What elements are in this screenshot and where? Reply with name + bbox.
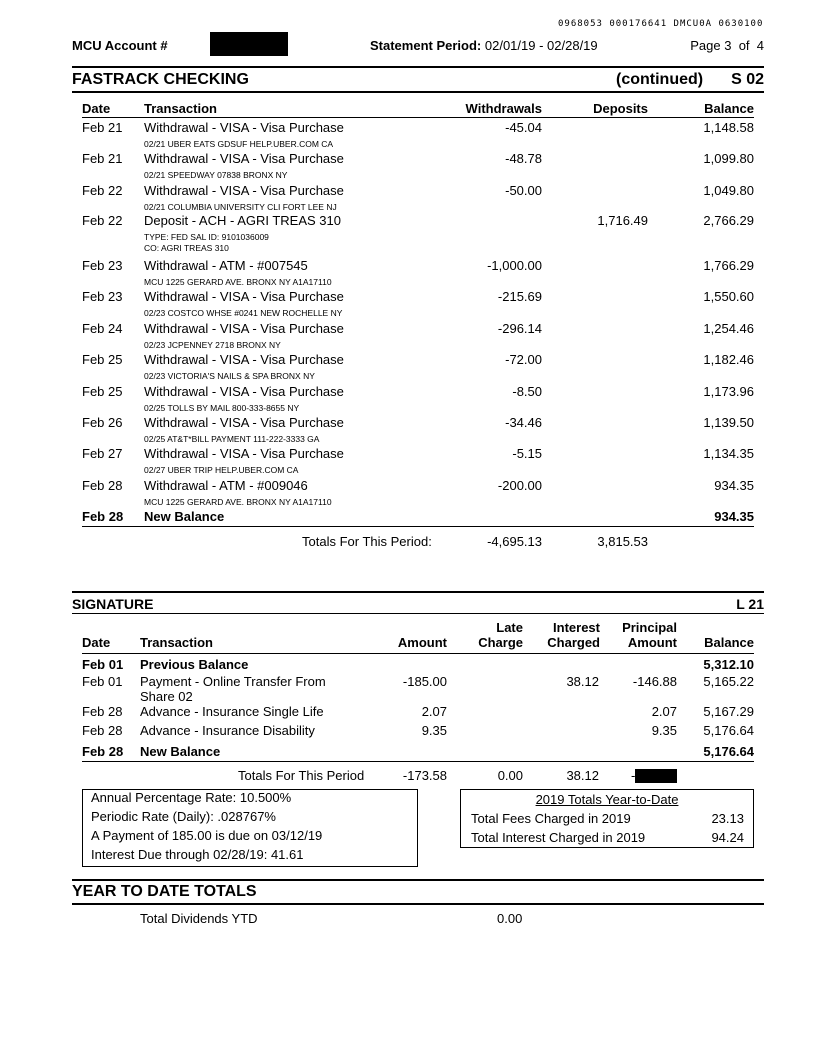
- sig-row-amount: 2.07: [421, 704, 447, 719]
- checking-new-balance-date: Feb 28: [82, 509, 124, 524]
- sig-row-description: Payment - Online Transfer From: [140, 674, 326, 689]
- statement-period: [370, 38, 598, 53]
- row-withdrawal: -8.50: [512, 384, 542, 399]
- sig-col-balance: Balance: [704, 635, 754, 650]
- row-date: Feb 28: [82, 478, 123, 493]
- row-date: Feb 22: [82, 183, 123, 198]
- row-date: Feb 21: [82, 151, 123, 166]
- row-balance: 1,134.35: [703, 446, 754, 461]
- row-date: Feb 27: [82, 446, 123, 461]
- sig-totals-late: 0.00: [497, 768, 523, 783]
- row-detail: 02/21 UBER EATS GDSUF HELP.UBER.COM CA: [144, 139, 334, 149]
- sig-row-amount: 9.35: [421, 723, 447, 738]
- sig-previous-balance: 5,312.10: [703, 657, 754, 672]
- ytd-dividends-label: Total Dividends YTD: [140, 911, 258, 926]
- row-date: Feb 23: [82, 258, 123, 273]
- col-transaction: Transaction: [144, 101, 217, 116]
- sig-col-interest-1: Interest: [553, 620, 600, 635]
- row-description: Withdrawal - VISA - Visa Purchase: [144, 120, 344, 135]
- row-withdrawal: -48.78: [505, 151, 542, 166]
- col-withdrawals: Withdrawals: [465, 101, 542, 116]
- row-description: Withdrawal - VISA - Visa Purchase: [144, 384, 344, 399]
- row-date: Feb 21: [82, 120, 123, 135]
- row-description: Withdrawal - ATM - #007545: [144, 258, 308, 273]
- row-description: Deposit - ACH - AGRI TREAS 310: [144, 213, 341, 228]
- account-label: MCU Account #: [72, 38, 168, 53]
- interest-due-text: Interest Due through 02/28/19: 41.61: [91, 847, 304, 862]
- row-withdrawal: -296.14: [497, 321, 542, 336]
- row-detail: 02/27 UBER TRIP HELP.UBER.COM CA: [144, 465, 299, 475]
- row-balance: 1,182.46: [703, 352, 754, 367]
- sig-col-late-1: Late: [496, 620, 523, 635]
- ytd-fees-value: 23.13: [711, 811, 744, 826]
- ytd-interest-label: Total Interest Charged in 2019: [471, 830, 646, 845]
- row-withdrawal: -34.46: [505, 415, 542, 430]
- sig-row-principal: 9.35: [651, 723, 677, 738]
- ytd-interest-value: 94.24: [711, 830, 744, 845]
- row-balance: 1,139.50: [703, 415, 754, 430]
- signature-title: SIGNATURE: [72, 596, 154, 612]
- sig-row-principal: 2.07: [651, 704, 677, 719]
- sig-new-balance-date: Feb 28: [82, 744, 124, 759]
- row-detail: 02/23 VICTORIA'S NAILS & SPA BRONX NY: [144, 371, 315, 381]
- sig-previous-date: Feb 01: [82, 657, 124, 672]
- sig-totals-interest: 38.12: [566, 768, 599, 783]
- sig-row-date: Feb 01: [82, 674, 123, 689]
- sig-row-balance: 5,167.29: [703, 704, 754, 719]
- row-balance: 934.35: [714, 478, 754, 493]
- row-balance: 1,049.80: [703, 183, 754, 198]
- checking-totals-label: Totals For This Period:: [302, 534, 432, 549]
- row-description: Withdrawal - VISA - Visa Purchase: [144, 321, 344, 336]
- row-balance: 2,766.29: [703, 213, 754, 228]
- row-balance: 1,254.46: [703, 321, 754, 336]
- row-date: Feb 24: [82, 321, 123, 336]
- row-date: Feb 22: [82, 213, 123, 228]
- header-underline: [82, 117, 754, 118]
- ytd-top-rule: [72, 879, 764, 881]
- ytd-fees-label: Total Fees Charged in 2019: [471, 811, 631, 826]
- row-withdrawal: -1,000.00: [487, 258, 542, 273]
- checking-new-balance-label: New Balance: [144, 509, 225, 524]
- row-withdrawal: -45.04: [505, 120, 542, 135]
- sig-totals-label: Totals For This Period: [238, 768, 365, 783]
- redacted-principal-total: [635, 769, 677, 783]
- row-balance: 1,148.58: [703, 120, 754, 135]
- row-date: Feb 25: [82, 384, 123, 399]
- row-balance: 1,099.80: [703, 151, 754, 166]
- row-date: Feb 25: [82, 352, 123, 367]
- row-detail: 02/25 AT&T*BILL PAYMENT 111-222-3333 GA: [144, 434, 320, 444]
- row-detail: 02/23 JCPENNEY 2718 BRONX NY: [144, 340, 281, 350]
- row-description: Withdrawal - VISA - Visa Purchase: [144, 151, 344, 166]
- row-detail: MCU 1225 GERARD AVE. BRONX NY A1A17110: [144, 497, 332, 507]
- checking-code: S 02: [731, 71, 764, 88]
- sig-row-balance: 5,165.22: [703, 674, 754, 689]
- col-balance: Balance: [704, 101, 754, 116]
- row-withdrawal: -50.00: [505, 183, 542, 198]
- sig-row-description: Advance - Insurance Disability: [140, 723, 315, 738]
- signature-top-rule: [72, 591, 764, 593]
- row-detail: 02/21 COLUMBIA UNIVERSITY CLI FORT LEE NJ: [144, 202, 337, 212]
- row-description: Withdrawal - VISA - Visa Purchase: [144, 289, 344, 304]
- ytd-bottom-rule: [72, 903, 764, 905]
- row-date: Feb 26: [82, 415, 123, 430]
- sig-row-amount: -185.00: [402, 674, 447, 689]
- row-balance: 1,550.60: [703, 289, 754, 304]
- section-top-rule: [72, 66, 764, 68]
- ytd-section-title: YEAR TO DATE TOTALS: [72, 883, 257, 900]
- period-value: 02/01/19 - 02/28/19: [484, 38, 598, 53]
- row-deposit: 1,716.49: [597, 213, 648, 228]
- sig-row-description: Advance - Insurance Single Life: [140, 704, 324, 719]
- row-description: Withdrawal - ATM - #009046: [144, 478, 308, 493]
- row-description: Withdrawal - VISA - Visa Purchase: [144, 446, 344, 461]
- row-description: Withdrawal - VISA - Visa Purchase: [144, 352, 344, 367]
- redacted-account-number: [210, 32, 288, 56]
- ytd-dividends-value: 0.00: [497, 911, 523, 926]
- row-withdrawal: -72.00: [505, 352, 542, 367]
- checking-title: FASTRACK CHECKING: [72, 71, 249, 88]
- sig-totals-rule: [82, 761, 754, 762]
- row-detail: TYPE: FED SAL ID: 9101036009: [144, 232, 269, 242]
- sig-row-date: Feb 28: [82, 723, 123, 738]
- col-deposits: Deposits: [593, 101, 648, 116]
- checking-totals-withdrawals: -4,695.13: [487, 534, 542, 549]
- row-withdrawal: -5.15: [512, 446, 542, 461]
- row-balance: 1,766.29: [703, 258, 754, 273]
- sig-new-balance-label: New Balance: [140, 744, 221, 759]
- row-withdrawal: -200.00: [497, 478, 542, 493]
- row-description: Withdrawal - VISA - Visa Purchase: [144, 183, 344, 198]
- sig-col-transaction: Transaction: [140, 635, 213, 650]
- sig-totals-principal-prefix: -: [631, 768, 636, 783]
- checking-totals-rule: [82, 526, 754, 527]
- checking-continued: (continued): [616, 71, 704, 88]
- sig-col-principal-2: Amount: [627, 635, 677, 650]
- sig-previous-label: Previous Balance: [140, 657, 249, 672]
- row-detail: 02/21 SPEEDWAY 07838 BRONX NY: [144, 170, 288, 180]
- checking-new-balance-value: 934.35: [714, 509, 754, 524]
- section-bottom-rule: [72, 91, 764, 93]
- sig-col-amount: Amount: [397, 635, 447, 650]
- sig-row-interest: 38.12: [566, 674, 599, 689]
- signature-title-rule: [72, 613, 764, 614]
- sig-col-principal-1: Principal: [622, 620, 677, 635]
- sig-col-date: Date: [82, 635, 111, 650]
- sig-row-description-2: Share 02: [140, 689, 193, 704]
- signature-code: L 21: [736, 596, 764, 612]
- apr-text: Annual Percentage Rate: 10.500%: [91, 790, 292, 805]
- row-description: Withdrawal - VISA - Visa Purchase: [144, 415, 344, 430]
- sig-row-principal: -146.88: [632, 674, 677, 689]
- row-detail-2: CO: AGRI TREAS 310: [144, 243, 229, 253]
- periodic-rate-text: Periodic Rate (Daily): .028767%: [91, 809, 276, 824]
- row-date: Feb 23: [82, 289, 123, 304]
- checking-totals-deposits: 3,815.53: [597, 534, 648, 549]
- period-label: Statement Period:: [370, 38, 482, 53]
- sig-col-interest-2: Charged: [547, 635, 600, 650]
- row-detail: MCU 1225 GERARD AVE. BRONX NY A1A17110: [144, 277, 332, 287]
- ytd-box-title: 2019 Totals Year-to-Date: [535, 792, 679, 807]
- page-number: Page 3 of 4: [690, 38, 764, 53]
- sig-header-underline: [82, 653, 754, 654]
- sig-row-date: Feb 28: [82, 704, 123, 719]
- col-date: Date: [82, 101, 111, 116]
- row-balance: 1,173.96: [703, 384, 754, 399]
- row-detail: 02/25 TOLLS BY MAIL 800-333-8655 NY: [144, 403, 300, 413]
- payment-due-text: A Payment of 185.00 is due on 03/12/19: [91, 828, 323, 843]
- sig-row-balance: 5,176.64: [703, 723, 754, 738]
- sig-new-balance-value: 5,176.64: [703, 744, 754, 759]
- row-withdrawal: -215.69: [497, 289, 542, 304]
- sig-totals-amount: -173.58: [402, 768, 447, 783]
- row-detail: 02/23 COSTCO WHSE #0241 NEW ROCHELLE NY: [144, 308, 343, 318]
- sig-col-late-2: Charge: [478, 635, 523, 650]
- micr-line: 0968053 000176641 DMCU0A 0630100: [558, 19, 764, 29]
